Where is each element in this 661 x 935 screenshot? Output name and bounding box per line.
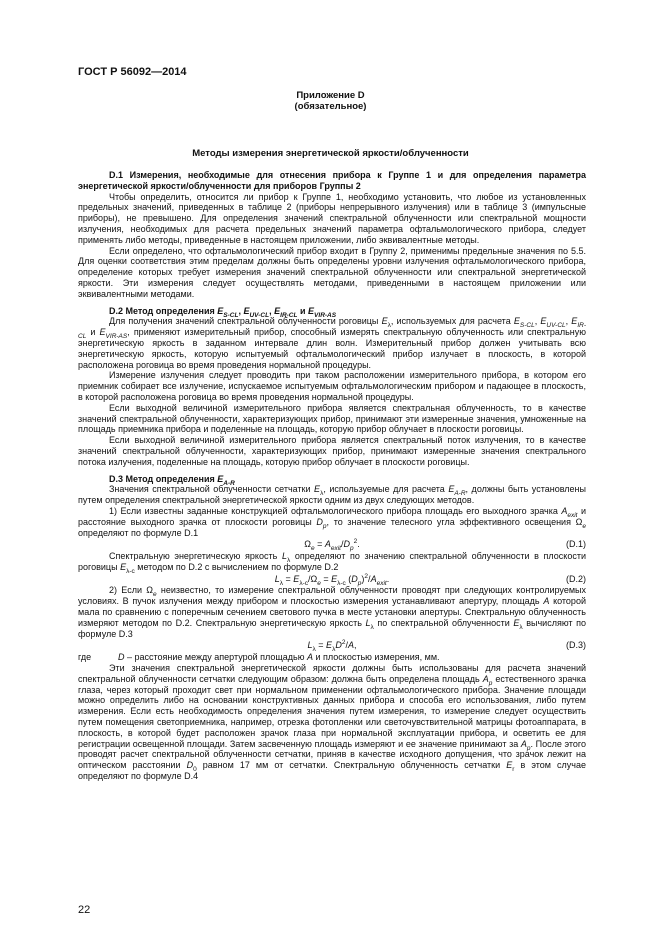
section-d3-paragraph: 1) Если известны заданные конструкцией офтальмологического прибора площадь его выходного зрачка $A_{exit}$ и расстояние выходного зрачка от плоскости роговицы $D_p$, то значение телесного угла эффективного освещения $\Omega_e$ определяют по формуле D.1	[78, 505, 586, 538]
formula-d2: $L_\lambda = E_{\lambda-c}/\Omega_e = E_{\lambda-c}$ $(D_p)^2/A_{exit}$. (D.2)	[274, 572, 586, 587]
section-d1-paragraph: Чтобы определить, относится ли прибор к Группе 1, необходимо установить, что любое из установленных предельных значений, приведенных в таблице 2 (приборы непрерывного излучения) или в таблице 3 (импульсные приборы), не превышено. Для определения значений спектральной облученности или спектральной мощности излучения, необходимых для расчета предельных значений параметра офтальмологического прибора, следует применять либо методы, приведенные в настоящем приложении, либо эквивалентные методы.	[78, 191, 586, 245]
section-d3-paragraph: Эти значения спектральной энергетической яркости должны быть использованы для расчета значений спектральной облученности сетчатки следующим образом: должна быть определена площадь $A_p$ естественного зрачка глаза, через который проходит свет при нормальном применении офтальмологического прибора. Значение площади можно определить либо на основании конструктивных данных прибора и способа его использования, либо путем измерения. Если есть необходимость определения значения путем измерения, то измерение следует осуществить путем помещения светоприемника, например, отрезка фотопленки или светочувствительной матрицы фотоаппарата, в плоскость, в которой будет расположен зрачок глаза при нормальной эксплуатации прибора, и осветить ее для регистрации освещенной площади. Затем засвеченную площадь измеряют и ее значение принимают за $A_p$. После этого проводят расчет спектральной облученности сетчатки, приняв в качестве исходного допущения, что зрачок лежит на оптическом расстоянии $D_0$ равном 17 мм от сетчатки. Спектральную облученность сетчатки $E_r$ в этом случае определяют по формуле D.4	[78, 663, 587, 782]
formula-d3: $L_\lambda = E_\lambda D^2/A$, (D.3)	[307, 639, 586, 654]
section-d3-paragraph: 2) Если $\Omega_e$ неизвестно, то измерение спектральной облученности проводят при следующих контролируемых условиях. В пучок излучения между прибором и плоскостью измерения устанавливают апертуру, площадь A которой мала по сравнению с поперечным сечением светового пучка в месте установки апертуры. Спектральную облученность измеряют методом по D.2. Спектральную энергетическую яркость $L_\lambda$ по спектральной облученности $E_\lambda$ вычисляют по формуле D.3	[78, 585, 586, 639]
section-d2-paragraph: Если выходной величиной измерительного прибора является спектральный поток излучения, то в качестве значений спектральной облученности, характеризующих прибор, принимают измеренные значения спектрального потока излучения, поделенные на площадь, которую прибор облучает в плоскости роговицы.	[78, 435, 586, 467]
formula-number: (D.2)	[566, 573, 586, 584]
section-d3-paragraph: Значения спектральной облученности сетчатки $E_\lambda$, используемые для расчета $E_{A-R}$, должны быть установлены путем определения спектральной энергетической яркости одним из двух следующих методов.	[78, 484, 586, 506]
section-d2-heading: D.2 Метод определения $E_{S-CL}$, $E_{UV-CL}$, $E_{IR-CL}$ и $E_{VIR-AS}$	[109, 305, 337, 319]
formula-number: (D.3)	[566, 640, 586, 651]
appendix-title: Приложение D	[296, 90, 365, 101]
appendix-status: (обязательное)	[294, 101, 367, 112]
formula-d1: $\Omega_e = A_{exit}/D_p^2$. (D.1)	[304, 538, 586, 553]
section-d2-paragraph: Если выходной величиной измерительного прибора является спектральная облученность, то в качестве значений спектральной облученности, характеризующих прибор, принимают эти измеренные значения, умноженные на площадь приемника прибора и поделенные на площадь, которую прибор облучает в плоскости роговицы.	[78, 402, 586, 435]
document-body	[78, 170, 586, 782]
section-d2-paragraph: Измерение излучения следует проводить при таком расположении измерительного прибора, в котором его приемник собирает все излучение, испускаемое испытуемым офтальмологическим прибором и падающее в плоскость, в которой расположена роговица во время проведения нормальной процедуры.	[78, 370, 586, 402]
page-number: 22	[78, 904, 91, 916]
section-d3-heading: D.3 Метод определения $E_{A-R}$	[109, 473, 235, 487]
standard-code: ГОСТ Р 56092—2014	[78, 66, 187, 78]
section-d1-heading: D.1 Измерения, необходимые для отнесения прибора к Группе 1 и для определения параметра энергетической яркости/облученности для приборов Группы 2	[78, 170, 586, 191]
section-d1-paragraph: Если определено, что офтальмологический прибор входит в Группу 2, применимы предельные значения по 5.5. Для оценки соответствия этим пределам должны быть определены уровни излучения офтальмологического прибора, определение которых требует измерения значений спектральной облученности или спектральной энергетической яркости. Эти измерения следует осуществлять методами, приведенными в настоящем приложении или эквивалентными методами.	[78, 245, 586, 299]
where-clause: где D – расстояние между апертурой площадью A и плоскостью измерения, мм.	[78, 652, 440, 663]
main-title: Методы измерения энергетической яркости/облученности	[192, 148, 469, 159]
formula-number: (D.1)	[566, 539, 586, 550]
section-d3-paragraph: Спектральную энергетическую яркость $L_\lambda$ определяют по значению спектральной облученности в плоскости роговицы $E_{\lambda-c}$ методом по D.2 с вычислением по формуле D.2	[78, 551, 586, 575]
section-d2-paragraph: Для получения значений спектральной облученности роговицы $E_\lambda$, используемых для расчета $E_{S-CL}$, $E_{UV-CL}$, $E_{IR-CL}$ и $E_{VIR-AS}$, применяют измерительный прибор, способный измерять спектральную облученность или спектральную энергетическую яркость в заданном интервале длин волн. Измерительный прибор должен учитывать всю энергетическую яркость, которую испытуемый офтальмологический прибор излучает в плоскость, в которой расположена роговица во время проведения нормальной процедуры.	[78, 316, 586, 370]
